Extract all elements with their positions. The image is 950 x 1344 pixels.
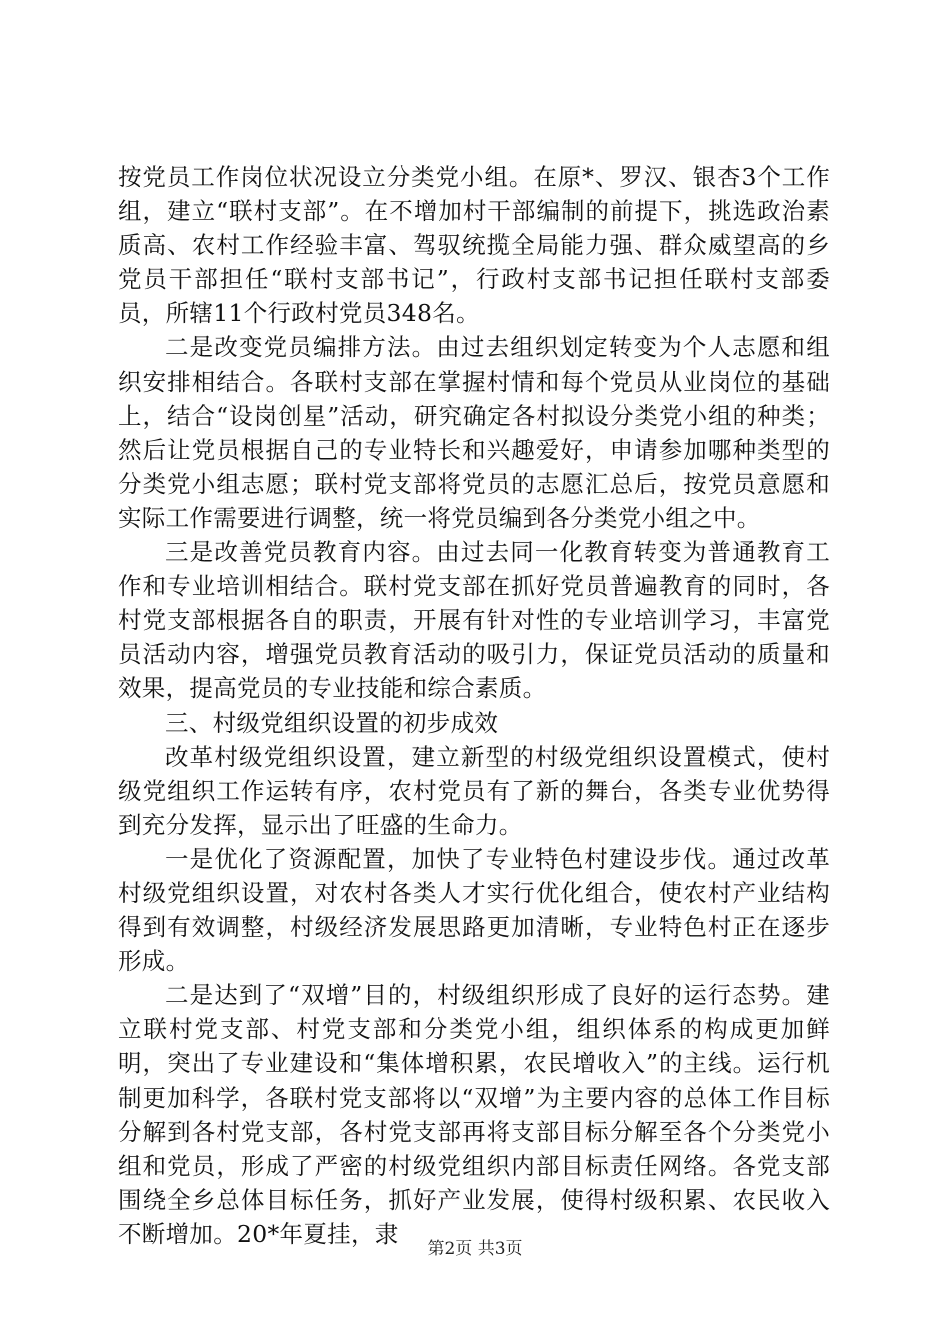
paragraph-party-education: 三是改善党员教育内容。由过去同一化教育转变为普通教育工作和专业培训相结合。联村党支部在抓好党员普遍教育的同时，各村党支部根据各自的职责，开展有针对性的专业培训学习，丰富党员活动内容，增强党员教育活动的吸引力，保证党员活动的质量和效果，提高党员的专业技能和综合素质。: [118, 538, 830, 703]
paragraph-party-arrangement: 二是改变党员编排方法。由过去组织划定转变为个人志愿和组织安排相结合。各联村支部在掌握村情和每个党员从业岗位的基础上，结合“设岗创星”活动，研究确定各村拟设分类党小组的种类；然后让党员根据自己的专业特长和兴趣爱好，申请参加哪种类型的分类党小组志愿；联村党支部将党员的志愿汇总后，按党员意愿和实际工作需要进行调整，统一将党员编到各分类党小组之中。: [118, 333, 830, 532]
paragraph-double-increase: 二是达到了“双增”目的，村级组织形成了良好的运行态势。建立联村党支部、村党支部和分类党小组，组织体系的构成更加鲜明，突出了专业建设和“集体增积累，农民增收入”的主线。运行机制更加科学，各联村党支部将以“双增”为主要内容的总体工作目标分解到各村党支部，各村党支部再将支部目标分解至各个分类党小组和党员，形成了严密的村级党组织内部目标责任网络。各党支部围绕全乡总体目标任务，抓好产业发展，使得村级积累、农民收入不断增加。20*年夏挂，隶: [118, 981, 830, 1248]
page-footer: 第2页 共3页: [427, 1239, 523, 1259]
paragraph-resource-allocation: 一是优化了资源配置，加快了专业特色村建设步伐。通过改革村级党组织设置，对农村各类人才实行优化组合，使农村产业结构得到有效调整，村级经济发展思路更加清晰，专业特色村正在逐步形成。: [118, 844, 830, 976]
document-body: [118, 160, 830, 1251]
paragraph-reform-intro: 改革村级党组织设置，建立新型的村级党组织设置模式，使村级党组织工作运转有序，农村党员有了新的舞台，各类专业优势得到充分发挥，显示出了旺盛的生命力。: [118, 742, 830, 839]
paragraph-continuation: 按党员工作岗位状况设立分类党小组。在原*、罗汉、银杏3个工作组，建立“联村支部”。在不增加村干部编制的前提下，挑选政治素质高、农村工作经验丰富、驾驭统揽全局能力强、群众威望高的乡党员干部担任“联村支部书记”，行政村支部书记担任联村支部委员，所辖11个行政村党员348名。: [118, 163, 830, 328]
section-heading: 三、村级党组织设置的初步成效: [165, 708, 499, 737]
